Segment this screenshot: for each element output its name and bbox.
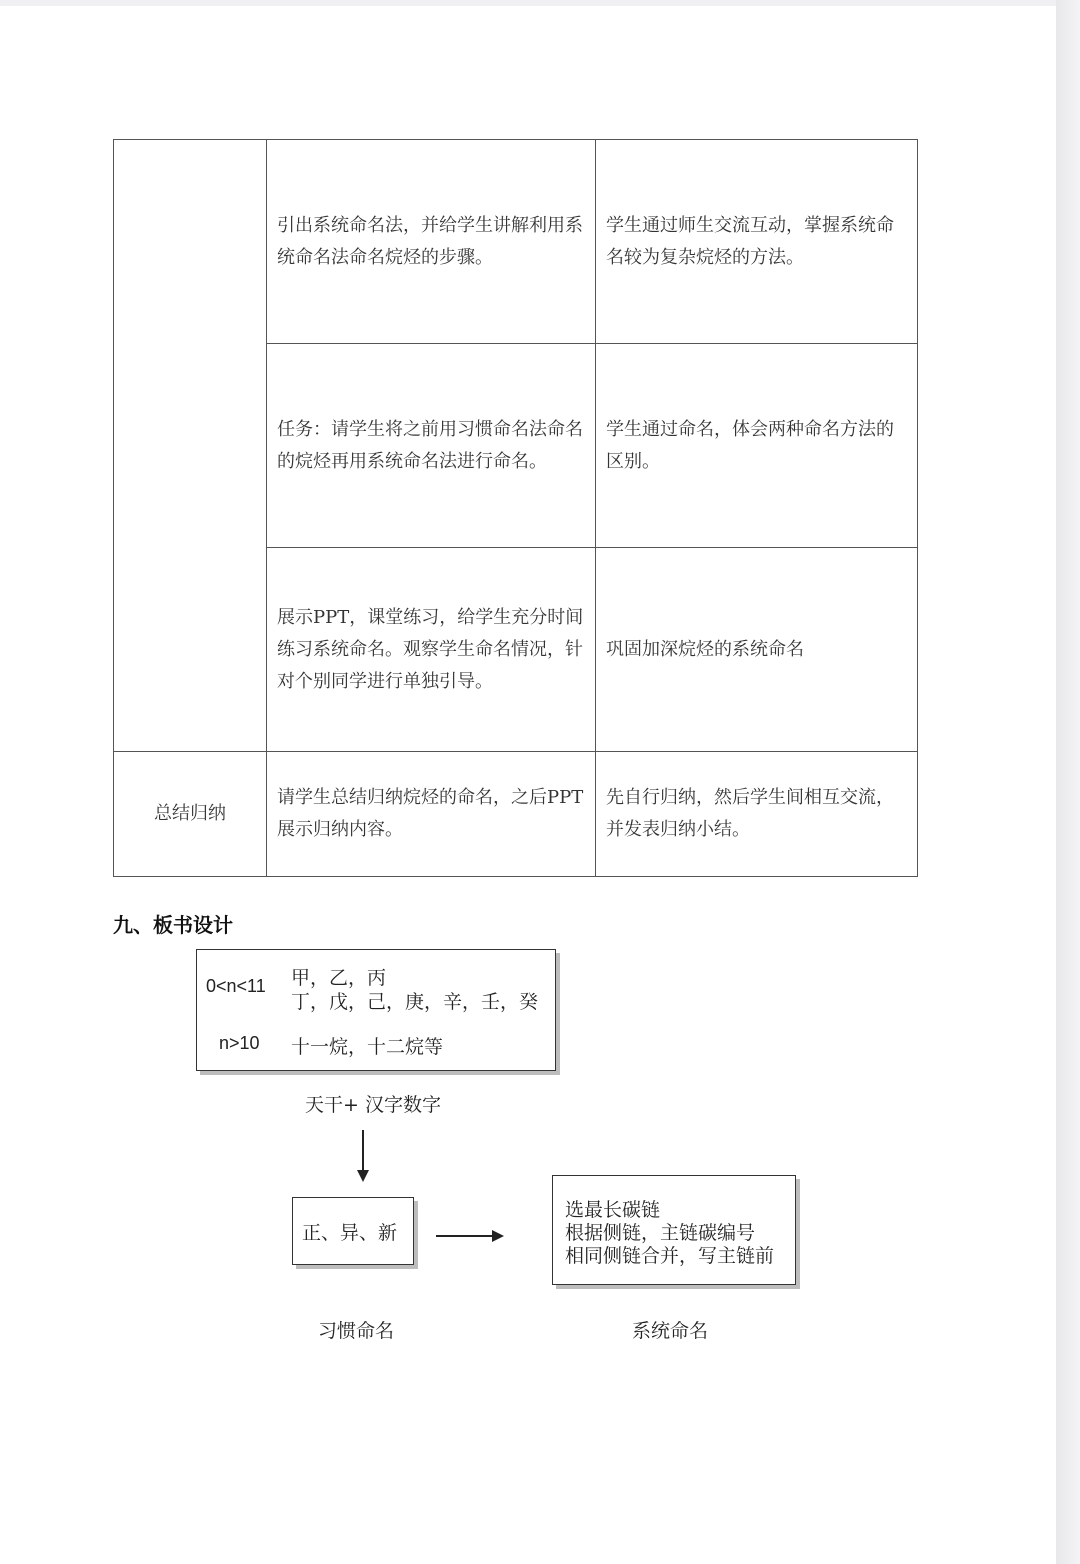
- chinese-number-examples: 十一烷，十二烷等: [291, 1036, 444, 1058]
- table-row: [114, 140, 918, 344]
- heavenly-stems-line-2: 丁，戊，己，庚，辛，壬，癸: [291, 991, 539, 1013]
- step-1: 选最长碳链: [565, 1199, 661, 1221]
- table-cell-blank-label: [114, 140, 267, 752]
- systematic-steps-box: [552, 1175, 796, 1285]
- step-3: 相同侧链合并，写主链前: [565, 1245, 775, 1267]
- naming-rule-box: [196, 949, 556, 1071]
- student-activity-cell: 学生通过师生交流互动，掌握系统命名较为复杂烷烃的方法。: [596, 140, 918, 344]
- student-activity-cell: 学生通过命名，体会两种命名方法的区别。: [596, 344, 918, 548]
- page-edge-shadow: [1056, 0, 1080, 1564]
- right-arrow: [436, 1235, 494, 1237]
- teacher-activity-cell: 引出系统命名法，并给学生讲解利用系统命名法命名烷烃的步骤。: [267, 140, 596, 344]
- teacher-activity-cell: 任务：请学生将之前用习惯命名法命名的烷烃再用系统命名法进行命名。: [267, 344, 596, 548]
- caption-common-naming: 习惯命名: [318, 1320, 395, 1342]
- section-heading: 九、板书设计: [113, 913, 233, 937]
- caption-systematic-naming: 系统命名: [632, 1320, 709, 1342]
- teacher-activity-cell: 请学生总结归纳烷烃的命名，之后PPT展示归纳内容。: [267, 752, 596, 877]
- document-page: [0, 6, 1056, 1564]
- heavenly-stems-line-1: 甲，乙，丙: [291, 967, 387, 989]
- student-activity-cell: 巩固加深烷烃的系统命名: [596, 548, 918, 752]
- condition-n-range-small: 0<n<11: [206, 976, 266, 996]
- student-activity-cell: 先自行归纳，然后学生间相互交流，并发表归纳小结。: [596, 752, 918, 877]
- teacher-activity-cell: 展示PPT，课堂练习，给学生充分时间练习系统命名。观察学生命名情况，针对个别同学进行单独引导。: [267, 548, 596, 752]
- stage-label-cell: 总结归纳: [114, 752, 267, 877]
- common-prefix-box: [292, 1197, 414, 1265]
- table-row: [114, 752, 918, 877]
- step-2: 根据侧链，主链碳编号: [565, 1222, 756, 1244]
- common-prefixes: 正、异、新: [302, 1222, 398, 1244]
- condition-n-large: n>10: [219, 1033, 260, 1053]
- caption-stems-plus-numbers: 天干+ 汉字数字: [305, 1094, 441, 1116]
- teaching-process-table: [113, 139, 918, 877]
- down-arrow: [362, 1130, 364, 1174]
